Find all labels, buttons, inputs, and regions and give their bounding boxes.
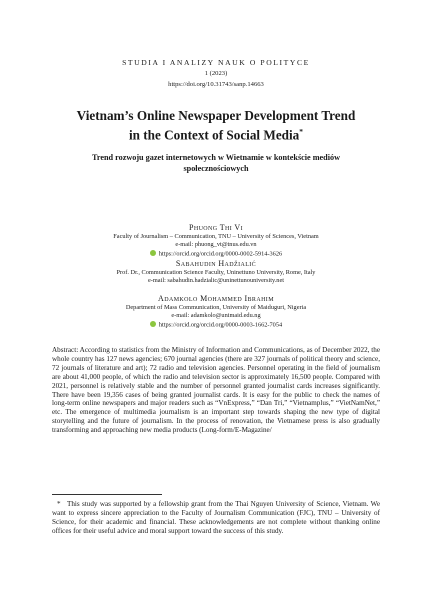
abstract	[52, 346, 380, 435]
author-affiliation: Prof. Dr., Communication Science Faculty, Uninettuno University, Rome, Italy	[116, 269, 316, 276]
orcid-icon	[150, 321, 156, 327]
title-line-2-text: in the Context of Social Media	[128, 127, 300, 143]
author-email[interactable]: e-mail: sabahudin.hadzialic@uninettunouniversity.net	[147, 277, 284, 285]
footnote-mark: *	[57, 500, 61, 508]
author-name: Adamkolo Mohammed Ibrahim	[158, 294, 274, 303]
doi-link[interactable]: https://doi.org/10.31743/sanp.14663	[168, 81, 264, 88]
author-orcid	[30, 321, 402, 330]
author-block-2	[30, 258, 402, 286]
author-email[interactable]: e-mail: adamkolo@unimaid.edu.ng	[171, 312, 261, 320]
author-affiliation: Faculty of Journalism – Communication, TNU – University of Sciences, Vietnam	[113, 233, 319, 240]
orcid-icon	[150, 250, 156, 256]
journal-name: STUDIA I ANALIZY NAUK O POLITYCE	[122, 58, 310, 67]
article-title	[40, 108, 392, 143]
author-email[interactable]: e-mail: phuong_vt@tnus.edu.vn	[175, 241, 257, 249]
title-line-1: Vietnam’s Online Newspaper Development Trend	[76, 108, 356, 123]
abstract-text: According to statistics from the Ministry of Information and Communications, as of December 2022, the whole country has 127 news agencies; 670 journal agencies (there are 327 journals of political theory and science, 72 journals of literature and art); 72 radio and television agencies. Personnel operating in the field of journalism are about 41,000 people, of which the radio and television sector is approximately 16,500 people. Compared with 2021, personnel is relatively stable and the number of personnel granted journalist cards increases significantly. There have been 19,356 cases of being granted journalist cards. It is easy for the public to check the names of long-term online newspapers and major readers such as “VnExpress,” “Dan Tri,” “Vietnamplus,” “VietNamNet,” etc. The emergence of multimedia journalism is an important step towards shaping the new type of digital storytelling and the future of journalism. In the process of renovation, the Vietnamese press is also gradually transforming and approaching new media products (Long-form/E-Magazine/	[52, 346, 380, 435]
subtitle-line-2: społecznościowych	[183, 163, 249, 173]
issue-number: 1 (2023)	[204, 70, 228, 77]
title-line-2	[40, 124, 392, 143]
subtitle-line-1: Trend rozwoju gazet internetowych w Wietnamie w kontekście mediów	[91, 153, 341, 162]
author-name: Sabahudin Hadžialić	[175, 259, 257, 268]
author-block-3	[30, 293, 402, 330]
orcid-link[interactable]: https://orcid.org/orcid.org/0000-0002-5914-3626	[158, 250, 283, 258]
author-block-1	[30, 222, 402, 259]
title-footnote-mark[interactable]: *	[299, 127, 304, 136]
footnote-divider	[52, 494, 162, 495]
footnote-text: This study was supported by a fellowship grant from the Thai Nguyen University of Science, Vietnam. We want to express sincere appreciation to the Faculty of Journalism Communication (FJC), TNU – University of Science, for their academic and financial. These acknowledgements are not complete without thanking online offices for their useful advice and moral support toward the success of this study.	[52, 500, 380, 535]
footnote	[52, 500, 380, 536]
author-name: Phuong Thi Vi	[188, 223, 244, 232]
orcid-link[interactable]: https://orcid.org/orcid.org/0000-0003-1662-7054	[158, 321, 283, 329]
abstract-label: Abstract:	[52, 346, 79, 354]
author-affiliation: Department of Mass Communication, University of Maiduguri, Nigeria	[125, 304, 307, 311]
article-subtitle	[60, 153, 372, 174]
